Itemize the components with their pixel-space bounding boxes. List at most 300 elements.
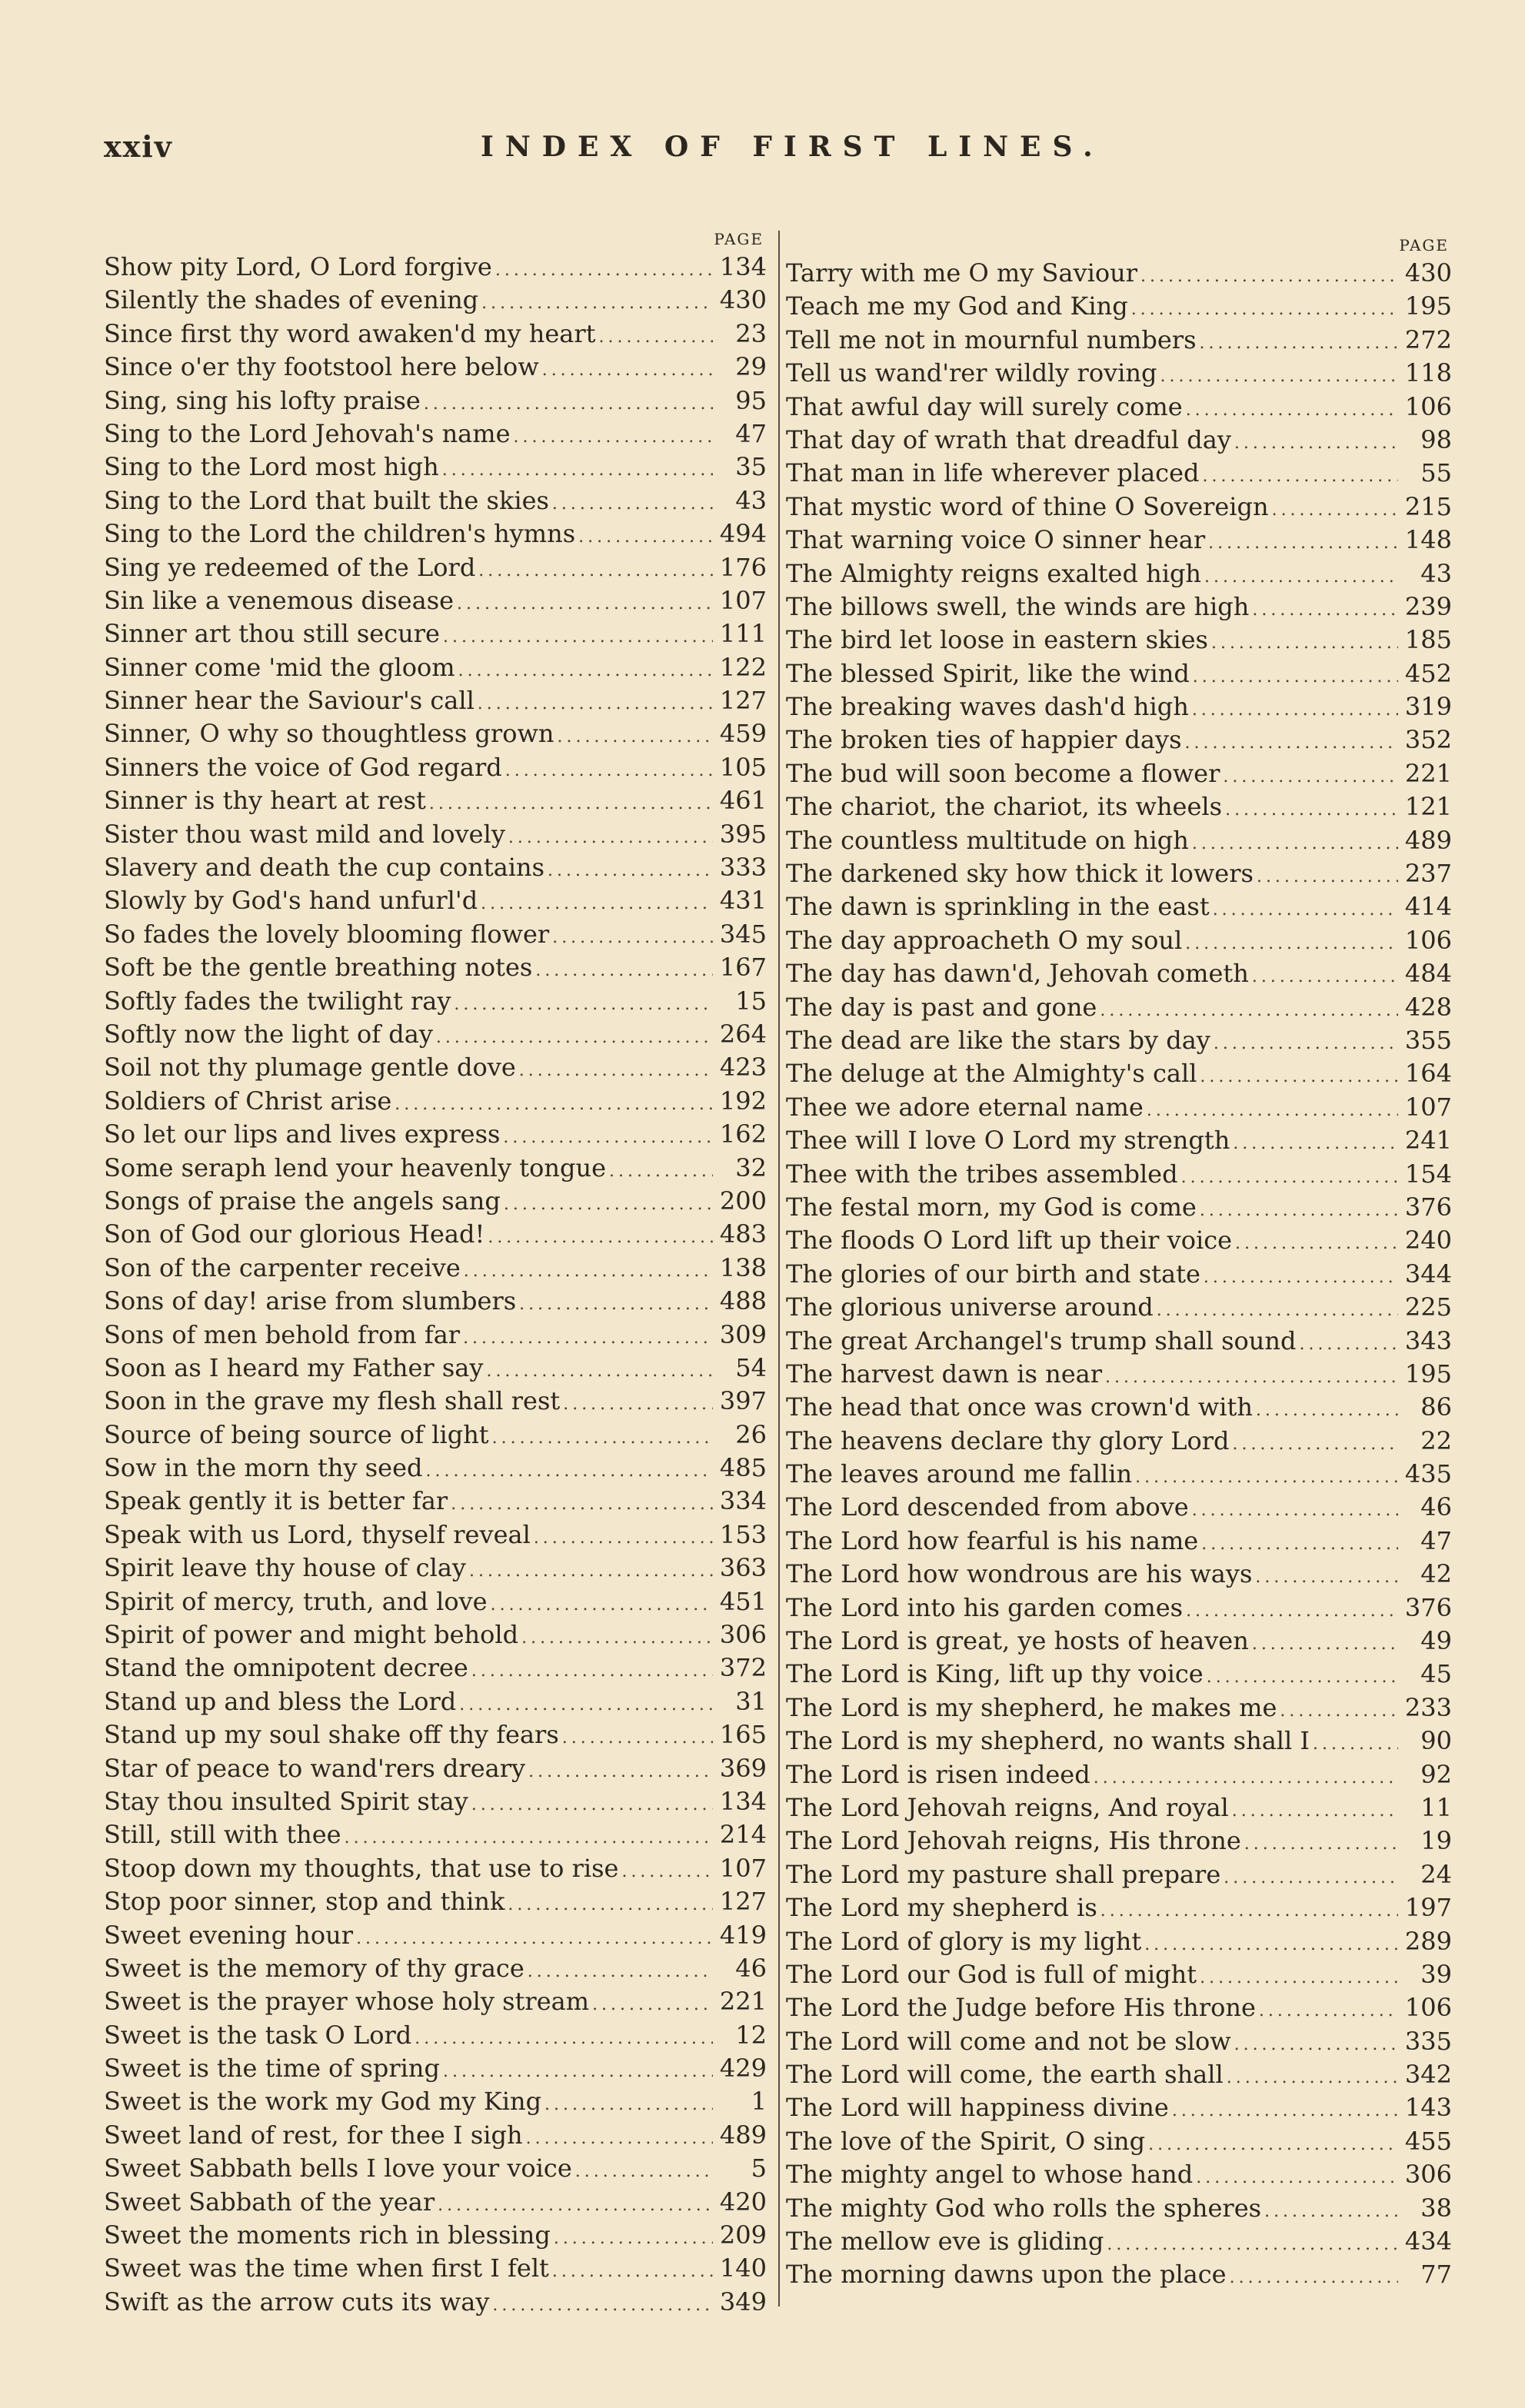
dot-leader xyxy=(1203,457,1399,490)
dot-leader xyxy=(469,1552,713,1585)
index-entry xyxy=(104,1518,767,1552)
dot-leader xyxy=(1211,624,1398,657)
entry-page-number: 46 xyxy=(735,1953,767,1983)
entry-first-line: Sinner come 'mid the gloom xyxy=(104,652,455,682)
dot-leader xyxy=(1259,1991,1398,2024)
dot-leader xyxy=(503,1118,713,1151)
dot-leader xyxy=(1200,1958,1398,1991)
entry-page-number: 363 xyxy=(719,1553,767,1583)
entry-page-number: 241 xyxy=(1404,1126,1452,1156)
entry-page-number: 272 xyxy=(1404,324,1452,354)
dot-leader xyxy=(463,1319,713,1352)
dot-leader xyxy=(486,1352,713,1385)
entry-page-number: 430 xyxy=(1404,258,1452,288)
entry-first-line: The heavens declare thy glory Lord xyxy=(786,1425,1230,1455)
dot-leader xyxy=(575,2152,713,2185)
index-entry xyxy=(786,1391,1452,1424)
index-entry xyxy=(786,1224,1452,1257)
index-entry xyxy=(104,517,767,550)
dot-leader xyxy=(544,2085,713,2118)
entry-page-number: 11 xyxy=(1420,1792,1452,1822)
index-entry xyxy=(786,391,1452,424)
entry-page-number: 138 xyxy=(719,1252,767,1282)
entry-first-line: Soon in the grave my flesh shall rest xyxy=(104,1386,561,1416)
index-entry xyxy=(104,2219,767,2252)
entry-first-line: Speak gently it is better far xyxy=(104,1486,448,1516)
entry-page-number: 306 xyxy=(719,1620,767,1650)
index-entry xyxy=(786,1291,1452,1324)
index-entry xyxy=(104,1952,767,1985)
entry-page-number: 239 xyxy=(1404,591,1452,621)
entry-page-number: 419 xyxy=(719,1920,767,1950)
entry-first-line: Sweet evening hour xyxy=(104,1920,354,1950)
entry-page-number: 237 xyxy=(1404,859,1452,889)
entry-first-line: Show pity Lord, O Lord forgive xyxy=(104,252,492,281)
dot-leader xyxy=(1200,324,1399,357)
entry-first-line: Sister thou wast mild and lovely xyxy=(104,819,505,849)
index-entry xyxy=(104,1285,767,1318)
dot-leader xyxy=(436,1018,713,1051)
index-entry xyxy=(104,1018,767,1051)
dot-leader xyxy=(1135,1458,1398,1491)
entry-first-line: The festal morn, my God is come xyxy=(786,1192,1197,1222)
entry-page-number: 192 xyxy=(719,1086,767,1116)
right-entry-list xyxy=(786,257,1452,2292)
index-entry xyxy=(104,451,767,484)
dot-leader xyxy=(1244,1824,1398,1858)
index-entry xyxy=(786,757,1452,790)
dot-leader xyxy=(528,1752,713,1785)
entry-page-number: 372 xyxy=(719,1653,767,1683)
dot-leader xyxy=(1204,557,1398,590)
index-entry xyxy=(104,1485,767,1518)
dot-leader xyxy=(1192,824,1398,857)
entry-first-line: Tell me not in mournful numbers xyxy=(786,324,1197,354)
entry-first-line: The Lord is King, lift up thy voice xyxy=(786,1659,1204,1689)
entry-page-number: 455 xyxy=(1404,2126,1452,2156)
entry-first-line: The Lord the Judge before His throne xyxy=(786,1993,1256,2023)
dot-leader xyxy=(1100,991,1398,1024)
entry-first-line: The Lord descended from above xyxy=(786,1492,1189,1522)
entry-first-line: That mystic word of thine O Sovereign xyxy=(786,491,1269,521)
entry-first-line: Still, still with thee xyxy=(104,1820,341,1850)
left-page-label: PAGE xyxy=(714,230,764,248)
dot-leader xyxy=(1234,2025,1398,2058)
entry-first-line: Sing, sing his lofty praise xyxy=(104,385,421,415)
dot-leader xyxy=(457,584,713,617)
entry-first-line: Sing to the Lord Jehovah's name xyxy=(104,418,511,448)
index-entry xyxy=(104,2152,767,2185)
dot-leader xyxy=(578,517,713,550)
entry-first-line: Silently the shades of evening xyxy=(104,285,479,315)
dot-leader xyxy=(534,1518,713,1552)
dot-leader xyxy=(415,2019,713,2052)
dot-leader xyxy=(1233,1124,1398,1157)
entry-first-line: Sweet is the task O Lord xyxy=(104,2020,412,2050)
entry-page-number: 31 xyxy=(735,1686,767,1716)
index-entry xyxy=(786,790,1452,823)
dot-leader xyxy=(508,818,713,851)
dot-leader xyxy=(443,617,713,650)
entry-first-line: The head that once was crown'd with xyxy=(786,1392,1253,1422)
index-entry xyxy=(786,1525,1452,1558)
index-entry xyxy=(786,1458,1452,1491)
entry-page-number: 343 xyxy=(1404,1325,1452,1355)
entry-page-number: 434 xyxy=(1404,2227,1452,2257)
entry-first-line: The Lord our God is full of might xyxy=(786,1959,1197,1989)
entry-first-line: That man in life wherever placed xyxy=(786,458,1200,488)
entry-page-number: 215 xyxy=(1404,491,1452,521)
entry-first-line: Since o'er thy footstool here below xyxy=(104,352,539,382)
index-entry xyxy=(786,357,1452,390)
entry-page-number: 185 xyxy=(1404,625,1452,655)
dot-leader xyxy=(621,1852,713,1885)
entry-first-line: Softly fades the twilight ray xyxy=(104,986,451,1016)
dot-leader xyxy=(1255,1558,1398,1591)
dot-leader xyxy=(1230,2258,1398,2291)
entry-first-line: The Lord will come, the earth shall xyxy=(786,2060,1224,2090)
index-entry xyxy=(786,1191,1452,1224)
entry-first-line: The bud will soon become a flower xyxy=(786,758,1220,788)
entry-first-line: Sons of day! arise from slumbers xyxy=(104,1286,517,1316)
index-entry xyxy=(104,351,767,384)
index-entry xyxy=(104,951,767,984)
entry-page-number: 107 xyxy=(719,585,767,615)
dot-leader xyxy=(557,717,713,750)
entry-first-line: Sing to the Lord most high xyxy=(104,452,439,482)
index-entry xyxy=(104,684,767,717)
entry-first-line: Stay thou insulted Spirit stay xyxy=(104,1786,468,1816)
entry-first-line: The Lord my shepherd is xyxy=(786,1893,1097,1923)
entry-first-line: Sinner is thy heart at rest xyxy=(104,786,426,816)
index-entry xyxy=(104,1718,767,1751)
dot-leader xyxy=(1225,790,1398,823)
index-entry xyxy=(104,1419,767,1452)
index-entry xyxy=(104,318,767,351)
dot-leader xyxy=(395,1085,713,1118)
dot-leader xyxy=(481,884,713,917)
entry-first-line: The Lord of glory is my light xyxy=(786,1926,1142,1956)
entry-first-line: Soon as I heard my Father say xyxy=(104,1352,484,1382)
entry-page-number: 489 xyxy=(1404,825,1452,855)
entry-first-line: That awful day will surely come xyxy=(786,391,1183,421)
index-entry xyxy=(104,1319,767,1352)
dot-leader xyxy=(1185,924,1398,957)
entry-first-line: Tell us wand'rer wildly roving xyxy=(786,358,1157,388)
right-page-label: PAGE xyxy=(1399,236,1449,254)
entry-first-line: The harvest dawn is near xyxy=(786,1359,1102,1389)
entry-page-number: 494 xyxy=(719,519,767,549)
index-entry xyxy=(104,1885,767,1918)
entry-page-number: 335 xyxy=(1404,2026,1452,2056)
entry-page-number: 414 xyxy=(1404,892,1452,922)
dot-leader xyxy=(526,2119,713,2152)
dot-leader xyxy=(1299,1325,1398,1358)
dot-leader xyxy=(609,1152,713,1185)
index-entry xyxy=(786,2125,1452,2158)
index-entry xyxy=(104,484,767,517)
index-entry xyxy=(786,424,1452,457)
index-entry xyxy=(786,1991,1452,2024)
index-entry xyxy=(786,1258,1452,1291)
entry-page-number: 46 xyxy=(1420,1492,1452,1522)
entry-first-line: Teach me my God and King xyxy=(786,291,1128,321)
entry-first-line: Son of the carpenter receive xyxy=(104,1252,461,1282)
entry-first-line: The Lord Jehovah reigns, His throne xyxy=(786,1826,1241,1856)
index-entry xyxy=(104,2052,767,2085)
index-entry xyxy=(104,1185,767,1218)
dot-leader xyxy=(562,1718,713,1751)
index-entry xyxy=(104,1919,767,1952)
dot-leader xyxy=(1186,391,1398,424)
entry-first-line: Stop poor sinner, stop and think xyxy=(104,1887,505,1917)
dot-leader xyxy=(1252,1625,1398,1658)
dot-leader xyxy=(1214,1024,1398,1057)
entry-page-number: 195 xyxy=(1404,291,1452,321)
entry-first-line: The Lord my pasture shall prepare xyxy=(786,1859,1221,1889)
index-entry xyxy=(104,1685,767,1718)
index-entry xyxy=(786,924,1452,957)
dot-leader xyxy=(519,1285,713,1318)
entry-first-line: The broken ties of happier days xyxy=(786,725,1182,755)
index-entry xyxy=(786,324,1452,357)
index-entry xyxy=(786,290,1452,323)
entry-page-number: 39 xyxy=(1420,1959,1452,1989)
entry-page-number: 483 xyxy=(719,1219,767,1249)
index-entry xyxy=(786,2225,1452,2258)
entry-first-line: The blessed Spirit, like the wind xyxy=(786,658,1190,688)
entry-first-line: The bird let loose in eastern skies xyxy=(786,625,1208,655)
index-entry xyxy=(104,1218,767,1251)
index-entry xyxy=(786,857,1452,890)
dot-leader xyxy=(345,1818,713,1851)
entry-page-number: 334 xyxy=(719,1486,767,1516)
entry-first-line: Speak with us Lord, thyself reveal xyxy=(104,1519,531,1549)
index-entry xyxy=(786,524,1452,557)
entry-first-line: Songs of praise the angels sang xyxy=(104,1186,501,1216)
index-entry xyxy=(104,1051,767,1084)
dot-leader xyxy=(1252,957,1398,990)
entry-first-line: The glories of our birth and state xyxy=(786,1259,1200,1289)
entry-first-line: Sing ye redeemed of the Lord xyxy=(104,552,476,582)
entry-page-number: 240 xyxy=(1404,1226,1452,1256)
index-entry xyxy=(786,557,1452,590)
entry-first-line: Sweet is the prayer whose holy stream xyxy=(104,1987,590,2017)
entry-page-number: 319 xyxy=(1404,692,1452,722)
right-column xyxy=(786,228,1452,2292)
entry-page-number: 118 xyxy=(1404,358,1452,388)
index-entry xyxy=(104,1752,767,1785)
index-entry xyxy=(786,2158,1452,2191)
index-entry xyxy=(104,884,767,917)
dot-leader xyxy=(519,1051,713,1084)
entry-first-line: The great Archangel's trump shall sound xyxy=(786,1325,1297,1355)
entry-first-line: Sons of men behold from far xyxy=(104,1319,461,1349)
dot-leader xyxy=(563,1385,713,1418)
index-entry xyxy=(104,284,767,317)
entry-page-number: 333 xyxy=(719,853,767,883)
index-entry xyxy=(786,1158,1452,1191)
dot-leader xyxy=(442,451,713,484)
dot-leader xyxy=(1280,1691,1398,1725)
index-entry xyxy=(104,1585,767,1618)
entry-first-line: Since first thy word awaken'd my heart xyxy=(104,318,596,348)
index-entry xyxy=(786,2058,1452,2091)
entry-first-line: Spirit leave thy house of clay xyxy=(104,1553,466,1583)
entry-page-number: 344 xyxy=(1404,1259,1452,1289)
index-entry xyxy=(786,2192,1452,2225)
dot-leader xyxy=(1144,1925,1398,1958)
entry-first-line: Sin like a venemous disease xyxy=(104,585,455,615)
dot-leader xyxy=(1256,1391,1398,1424)
entry-first-line: Son of God our glorious Head! xyxy=(104,1219,485,1249)
entry-first-line: Sweet is the time of spring xyxy=(104,2054,440,2084)
dot-leader xyxy=(1200,1191,1398,1224)
entry-first-line: Star of peace to wand'rers dreary xyxy=(104,1753,526,1783)
dot-leader xyxy=(454,985,713,1018)
index-entry xyxy=(786,491,1452,524)
entry-page-number: 24 xyxy=(1420,1859,1452,1889)
index-entry xyxy=(786,1891,1452,1924)
entry-first-line: Softly now the light of day xyxy=(104,1019,433,1049)
entry-first-line: The Lord will happiness divine xyxy=(786,2093,1169,2123)
dot-leader xyxy=(429,784,713,817)
entry-page-number: 195 xyxy=(1404,1359,1452,1389)
entry-first-line: Thee we adore eternal name xyxy=(786,1092,1144,1122)
entry-first-line: The floods O Lord lift up their voice xyxy=(786,1226,1233,1256)
entry-page-number: 23 xyxy=(735,318,767,348)
dot-leader xyxy=(1184,723,1398,757)
entry-first-line: Thee with the tribes assembled xyxy=(786,1159,1178,1189)
dot-leader xyxy=(1252,590,1398,624)
dot-leader xyxy=(1235,1224,1398,1257)
entry-page-number: 431 xyxy=(719,886,767,916)
entry-page-number: 489 xyxy=(719,2120,767,2150)
index-entry xyxy=(104,2085,767,2118)
index-entry xyxy=(104,717,767,750)
entry-first-line: The dead are like the stars by day xyxy=(786,1025,1210,1055)
entry-page-number: 1 xyxy=(751,2087,767,2117)
entry-first-line: Swift as the arrow cuts its way xyxy=(104,2287,490,2317)
entry-page-number: 54 xyxy=(735,1352,767,1382)
entry-page-number: 134 xyxy=(719,252,767,281)
index-entry xyxy=(786,1858,1452,1891)
entry-page-number: 55 xyxy=(1420,458,1452,488)
entry-page-number: 423 xyxy=(719,1053,767,1083)
entry-first-line: Sweet is the memory of thy grace xyxy=(104,1953,524,1983)
entry-page-number: 43 xyxy=(1420,558,1452,588)
index-entry xyxy=(786,1691,1452,1725)
dot-leader xyxy=(1224,1858,1398,1891)
index-entry xyxy=(786,1425,1452,1458)
entry-page-number: 143 xyxy=(1404,2093,1452,2123)
index-entry xyxy=(786,1124,1452,1157)
entry-page-number: 32 xyxy=(735,1152,767,1182)
entry-first-line: The day is past and gone xyxy=(786,992,1097,1022)
dot-leader xyxy=(1157,1291,1398,1324)
entry-page-number: 29 xyxy=(735,352,767,382)
entry-page-number: 176 xyxy=(719,552,767,582)
entry-page-number: 221 xyxy=(719,1987,767,2017)
dot-leader xyxy=(514,417,713,451)
entry-first-line: Spirit of mercy, truth, and love xyxy=(104,1586,488,1616)
entry-first-line: So let our lips and lives express xyxy=(104,1119,501,1149)
index-entry xyxy=(104,1385,767,1418)
index-entry xyxy=(786,1791,1452,1824)
index-entry xyxy=(104,384,767,417)
entry-first-line: The mellow eve is gliding xyxy=(786,2227,1104,2257)
dot-leader xyxy=(554,2219,713,2252)
index-entry xyxy=(104,551,767,584)
index-entry xyxy=(104,417,767,451)
entry-page-number: 127 xyxy=(719,686,767,716)
index-entry xyxy=(786,890,1452,923)
dot-leader xyxy=(443,2052,713,2085)
index-entry xyxy=(786,1824,1452,1858)
entry-page-number: 12 xyxy=(735,2020,767,2050)
dot-leader xyxy=(599,318,713,351)
entry-page-number: 22 xyxy=(1420,1425,1452,1455)
dot-leader xyxy=(1160,357,1399,390)
index-entry xyxy=(104,1118,767,1151)
dot-leader xyxy=(471,1785,713,1818)
dot-leader xyxy=(542,351,713,384)
index-entry xyxy=(786,2258,1452,2291)
dot-leader xyxy=(426,1452,713,1485)
entry-page-number: 459 xyxy=(719,719,767,749)
entry-first-line: The dawn is sprinkling in the east xyxy=(786,892,1210,922)
index-entry xyxy=(786,1958,1452,1991)
entry-page-number: 429 xyxy=(719,2054,767,2084)
entry-page-number: 122 xyxy=(719,652,767,682)
dot-leader xyxy=(1186,1591,1398,1625)
entry-first-line: The morning dawns upon the place xyxy=(786,2260,1227,2290)
entry-first-line: Sweet land of rest, for thee I sigh xyxy=(104,2120,523,2150)
index-entry xyxy=(104,818,767,851)
index-entry xyxy=(786,957,1452,990)
entry-first-line: The darkened sky how thick it lowers xyxy=(786,859,1254,889)
entry-first-line: That warning voice O sinner hear xyxy=(786,525,1206,555)
entry-first-line: Soldiers of Christ arise xyxy=(104,1086,392,1116)
entry-page-number: 106 xyxy=(1404,925,1452,955)
entry-page-number: 395 xyxy=(719,819,767,849)
entry-first-line: Slavery and death the cup contains xyxy=(104,853,545,883)
dot-leader xyxy=(1313,1725,1398,1758)
entry-page-number: 221 xyxy=(1404,758,1452,788)
entry-page-number: 352 xyxy=(1404,725,1452,755)
entry-page-number: 153 xyxy=(719,1519,767,1549)
entry-page-number: 35 xyxy=(735,452,767,482)
entry-first-line: The billows swell, the winds are high xyxy=(786,591,1250,621)
entry-page-number: 461 xyxy=(719,786,767,816)
index-entry xyxy=(104,1552,767,1585)
dot-leader xyxy=(1107,2225,1398,2258)
entry-first-line: That day of wrath that dreadful day xyxy=(786,424,1231,454)
entry-first-line: The Lord is great, ye hosts of heaven xyxy=(786,1626,1249,1656)
entry-first-line: The glorious universe around xyxy=(786,1292,1154,1322)
dot-leader xyxy=(1204,1258,1398,1291)
entry-first-line: Sinners the voice of God regard xyxy=(104,752,502,782)
entry-first-line: Tarry with me O my Saviour xyxy=(786,258,1137,288)
dot-leader xyxy=(1257,857,1398,890)
index-entry xyxy=(104,1352,767,1385)
index-entry xyxy=(104,2119,767,2152)
entry-page-number: 90 xyxy=(1420,1726,1452,1756)
dot-leader xyxy=(1272,491,1398,524)
entry-page-number: 428 xyxy=(1404,992,1452,1022)
entry-first-line: The love of the Spirit, O sing xyxy=(786,2126,1146,2156)
dot-leader xyxy=(1232,1791,1398,1824)
